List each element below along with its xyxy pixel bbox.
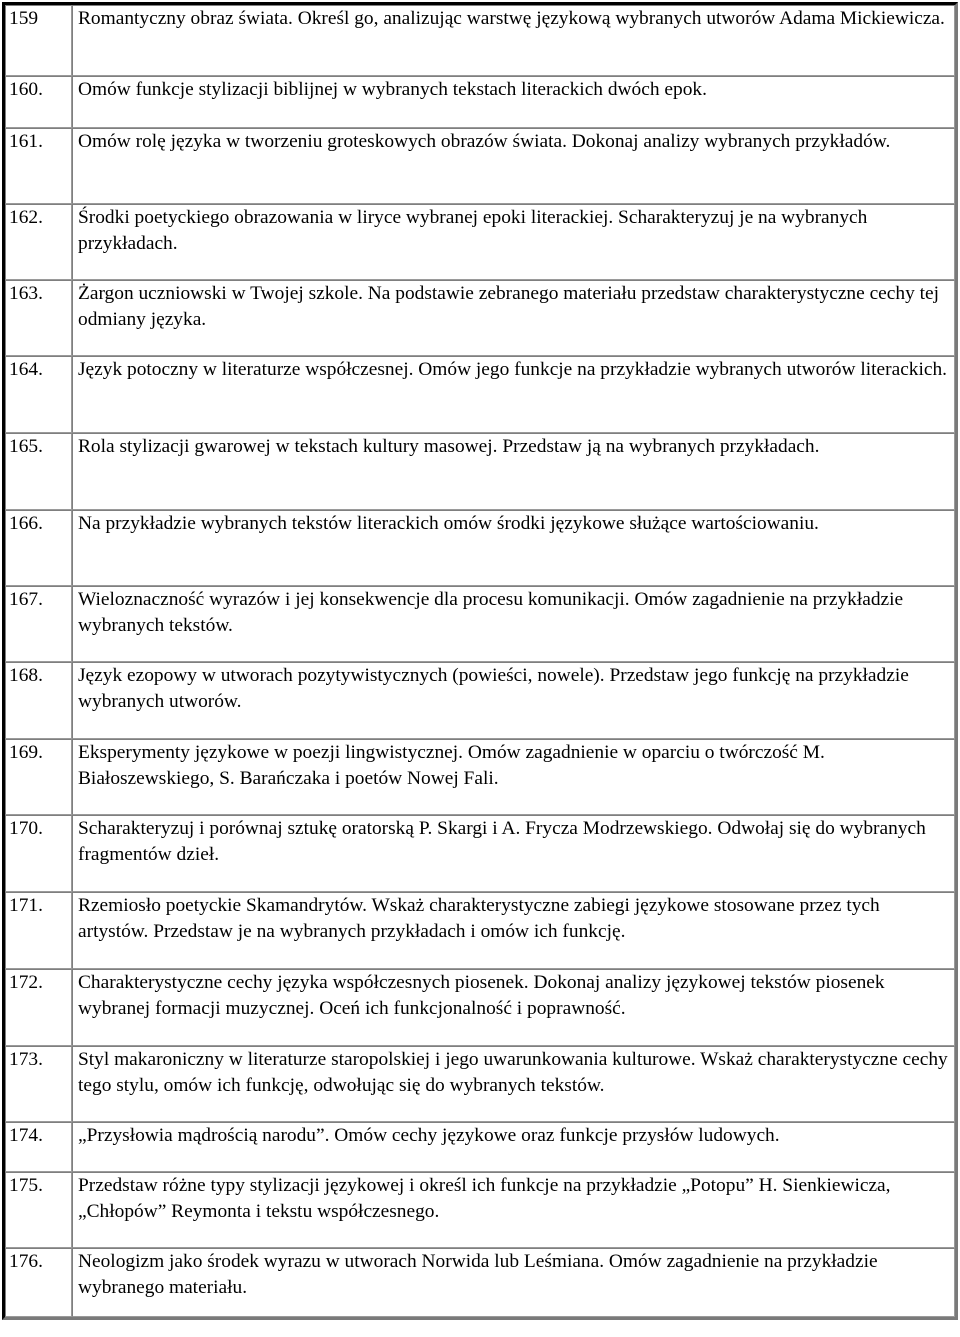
topic-number: 167.: [5, 586, 72, 662]
table-row: [5, 815, 955, 892]
table-row: [5, 510, 955, 586]
table-row: [5, 356, 955, 433]
table-row: [5, 1172, 955, 1248]
table-row: [5, 76, 955, 128]
table-row: [5, 892, 955, 969]
topic-number: 171.: [5, 892, 72, 969]
topic-text: Żargon uczniowski w Twojej szkole. Na podstawie zebranego materiału przedstaw charakterystyczne cechy tej odmiany języka.: [72, 280, 955, 356]
topic-number: 168.: [5, 662, 72, 739]
topics-table: [2, 2, 958, 1320]
table-row: [5, 204, 955, 280]
topic-text: Romantyczny obraz świata. Określ go, analizując warstwę językową wybranych utworów Adama Mickiewicza.: [72, 5, 955, 76]
table-row: [5, 433, 955, 510]
topic-text: Styl makaroniczny w literaturze staropolskiej i jego uwarunkowania kulturowe. Wskaż charakterystyczne cechy tego stylu, omów ich funkcję, odwołując się do wybranych tekstów.: [72, 1046, 955, 1122]
topic-number: 159: [5, 5, 72, 76]
table-row: [5, 1248, 955, 1317]
topic-text: Środki poetyckiego obrazowania w liryce wybranej epoki literackiej. Scharakteryzuj je na wybranych przykładach.: [72, 204, 955, 280]
table-row: [5, 1046, 955, 1122]
table-row: [5, 128, 955, 204]
topic-number: 172.: [5, 969, 72, 1046]
table-row: [5, 662, 955, 739]
table-row: [5, 5, 955, 76]
table-row: [5, 739, 955, 815]
topic-text: Język potoczny w literaturze współczesnej. Omów jego funkcje na przykładzie wybranych utworów literackich.: [72, 356, 955, 433]
topic-text: Eksperymenty językowe w poezji lingwistycznej. Omów zagadnienie w oparciu o twórczość M. Białoszewskiego, S. Barańczaka i poetów Nowej Fali.: [72, 739, 955, 815]
topics-table-body: [5, 5, 955, 1317]
topic-number: 169.: [5, 739, 72, 815]
table-row: [5, 1122, 955, 1172]
topic-number: 164.: [5, 356, 72, 433]
topic-text: Charakterystyczne cechy języka współczesnych piosenek. Dokonaj analizy językowej tekstów piosenek wybranej formacji muzycznej. Oceń ich funkcjonalność i poprawność.: [72, 969, 955, 1046]
topic-text: Rola stylizacji gwarowej w tekstach kultury masowej. Przedstaw ją na wybranych przykładach.: [72, 433, 955, 510]
topic-number: 176.: [5, 1248, 72, 1317]
topic-number: 170.: [5, 815, 72, 892]
topic-text: Język ezopowy w utworach pozytywistycznych (powieści, nowele). Przedstaw jego funkcję na przykładzie wybranych utworów.: [72, 662, 955, 739]
topic-number: 173.: [5, 1046, 72, 1122]
topic-text: Neologizm jako środek wyrazu w utworach Norwida lub Leśmiana. Omów zagadnienie na przykładzie wybranego materiału.: [72, 1248, 955, 1317]
topic-number: 166.: [5, 510, 72, 586]
topic-text: Omów funkcje stylizacji biblijnej w wybranych tekstach literackich dwóch epok.: [72, 76, 955, 128]
topic-number: 175.: [5, 1172, 72, 1248]
topic-text: Na przykładzie wybranych tekstów literackich omów środki językowe służące wartościowaniu.: [72, 510, 955, 586]
topic-text: Scharakteryzuj i porównaj sztukę oratorską P. Skargi i A. Frycza Modrzewskiego. Odwołaj się do wybranych fragmentów dzieł.: [72, 815, 955, 892]
topic-number: 161.: [5, 128, 72, 204]
topic-number: 174.: [5, 1122, 72, 1172]
topic-text: Wieloznaczność wyrazów i jej konsekwencje dla procesu komunikacji. Omów zagadnienie na przykładzie wybranych tekstów.: [72, 586, 955, 662]
topic-number: 165.: [5, 433, 72, 510]
topic-text: Omów rolę języka w tworzeniu groteskowych obrazów świata. Dokonaj analizy wybranych przykładów.: [72, 128, 955, 204]
topic-number: 162.: [5, 204, 72, 280]
topic-text: Przedstaw różne typy stylizacji językowej i określ ich funkcje na przykładzie „Potopu” H. Sienkiewicza, „Chłopów” Reymonta i tekstu współczesnego.: [72, 1172, 955, 1248]
table-row: [5, 280, 955, 356]
table-row: [5, 969, 955, 1046]
topic-text: „Przysłowia mądrością narodu”. Omów cechy językowe oraz funkcje przysłów ludowych.: [72, 1122, 955, 1172]
topic-text: Rzemiosło poetyckie Skamandrytów. Wskaż charakterystyczne zabiegi językowe stosowane przez tych artystów. Przedstaw je na wybranych przykładach i omów ich funkcję.: [72, 892, 955, 969]
topic-number: 163.: [5, 280, 72, 356]
topic-number: 160.: [5, 76, 72, 128]
table-row: [5, 586, 955, 662]
